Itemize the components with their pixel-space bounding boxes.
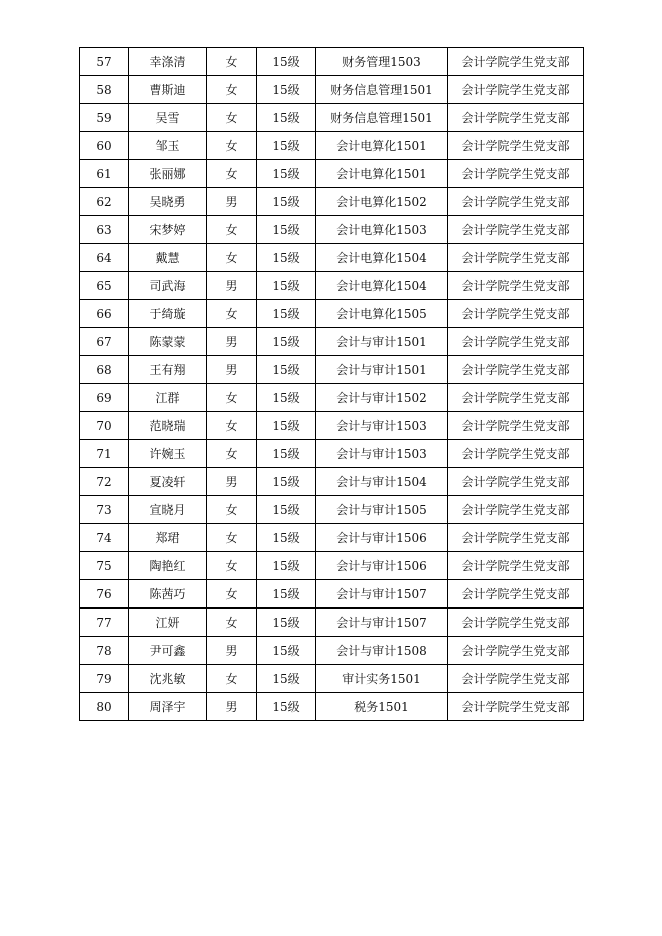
- student-gender: 女: [207, 132, 257, 160]
- party-branch: 会计学院学生党支部: [448, 328, 584, 356]
- student-grade: 15级: [257, 524, 316, 552]
- student-grade: 15级: [257, 76, 316, 104]
- row-number: 63: [80, 216, 129, 244]
- table-row: [80, 272, 584, 300]
- student-class: 会计与审计1507: [316, 580, 448, 609]
- table-row: [80, 48, 584, 76]
- table-row: [80, 552, 584, 580]
- student-gender: 女: [207, 524, 257, 552]
- student-name: 周泽宇: [129, 693, 207, 721]
- student-grade: 15级: [257, 132, 316, 160]
- student-class: 会计与审计1508: [316, 637, 448, 665]
- roster-sheet: [79, 47, 583, 721]
- student-gender: 男: [207, 328, 257, 356]
- student-grade: 15级: [257, 384, 316, 412]
- student-grade: 15级: [257, 160, 316, 188]
- table-row: [80, 216, 584, 244]
- student-gender: 女: [207, 580, 257, 609]
- student-grade: 15级: [257, 412, 316, 440]
- student-name: 张丽娜: [129, 160, 207, 188]
- student-grade: 15级: [257, 300, 316, 328]
- student-class: 会计与审计1505: [316, 496, 448, 524]
- student-gender: 女: [207, 300, 257, 328]
- student-class: 会计与审计1503: [316, 412, 448, 440]
- table-row: [80, 356, 584, 384]
- student-name: 宣晓月: [129, 496, 207, 524]
- student-name: 于绮璇: [129, 300, 207, 328]
- student-class: 会计与审计1507: [316, 608, 448, 637]
- student-name: 尹可鑫: [129, 637, 207, 665]
- table-row: [80, 665, 584, 693]
- party-branch: 会计学院学生党支部: [448, 580, 584, 609]
- student-name: 吴雪: [129, 104, 207, 132]
- party-branch: 会计学院学生党支部: [448, 665, 584, 693]
- table-row: [80, 328, 584, 356]
- student-class: 会计与审计1501: [316, 328, 448, 356]
- party-branch: 会计学院学生党支部: [448, 244, 584, 272]
- row-number: 80: [80, 693, 129, 721]
- row-number: 67: [80, 328, 129, 356]
- student-class: 财务信息管理1501: [316, 76, 448, 104]
- student-grade: 15级: [257, 356, 316, 384]
- student-grade: 15级: [257, 552, 316, 580]
- row-number: 76: [80, 580, 129, 609]
- party-branch: 会计学院学生党支部: [448, 216, 584, 244]
- table-row: [80, 637, 584, 665]
- party-branch: 会计学院学生党支部: [448, 272, 584, 300]
- student-class: 会计与审计1506: [316, 552, 448, 580]
- student-name: 王有翔: [129, 356, 207, 384]
- student-name: 吴晓勇: [129, 188, 207, 216]
- party-branch: 会计学院学生党支部: [448, 524, 584, 552]
- party-branch: 会计学院学生党支部: [448, 76, 584, 104]
- table-row: [80, 300, 584, 328]
- student-gender: 男: [207, 693, 257, 721]
- row-number: 57: [80, 48, 129, 76]
- party-branch: 会计学院学生党支部: [448, 637, 584, 665]
- student-gender: 女: [207, 160, 257, 188]
- table-row: [80, 104, 584, 132]
- student-name: 邹玉: [129, 132, 207, 160]
- student-name: 陶艳红: [129, 552, 207, 580]
- row-number: 65: [80, 272, 129, 300]
- party-branch: 会计学院学生党支部: [448, 468, 584, 496]
- student-gender: 女: [207, 244, 257, 272]
- roster-table-body: [80, 48, 584, 721]
- table-row: [80, 244, 584, 272]
- student-name: 江群: [129, 384, 207, 412]
- student-name: 司武海: [129, 272, 207, 300]
- student-gender: 女: [207, 665, 257, 693]
- student-class: 会计电算化1505: [316, 300, 448, 328]
- student-grade: 15级: [257, 580, 316, 609]
- student-grade: 15级: [257, 637, 316, 665]
- student-class: 会计电算化1504: [316, 244, 448, 272]
- row-number: 61: [80, 160, 129, 188]
- student-grade: 15级: [257, 216, 316, 244]
- student-class: 会计电算化1501: [316, 160, 448, 188]
- row-number: 64: [80, 244, 129, 272]
- row-number: 69: [80, 384, 129, 412]
- student-class: 会计与审计1503: [316, 440, 448, 468]
- table-row: [80, 580, 584, 609]
- table-row: [80, 468, 584, 496]
- student-grade: 15级: [257, 244, 316, 272]
- student-grade: 15级: [257, 48, 316, 76]
- student-grade: 15级: [257, 328, 316, 356]
- student-name: 沈兆敏: [129, 665, 207, 693]
- student-class: 会计电算化1504: [316, 272, 448, 300]
- party-branch: 会计学院学生党支部: [448, 356, 584, 384]
- party-branch: 会计学院学生党支部: [448, 104, 584, 132]
- party-branch: 会计学院学生党支部: [448, 132, 584, 160]
- row-number: 62: [80, 188, 129, 216]
- table-row: [80, 160, 584, 188]
- table-row: [80, 188, 584, 216]
- student-grade: 15级: [257, 440, 316, 468]
- party-branch: 会计学院学生党支部: [448, 412, 584, 440]
- student-gender: 男: [207, 188, 257, 216]
- student-gender: 男: [207, 356, 257, 384]
- student-class: 财务信息管理1501: [316, 104, 448, 132]
- row-number: 78: [80, 637, 129, 665]
- student-grade: 15级: [257, 272, 316, 300]
- row-number: 73: [80, 496, 129, 524]
- row-number: 68: [80, 356, 129, 384]
- student-name: 戴慧: [129, 244, 207, 272]
- row-number: 72: [80, 468, 129, 496]
- student-grade: 15级: [257, 104, 316, 132]
- student-gender: 女: [207, 608, 257, 637]
- student-gender: 女: [207, 76, 257, 104]
- student-class: 审计实务1501: [316, 665, 448, 693]
- row-number: 66: [80, 300, 129, 328]
- student-grade: 15级: [257, 188, 316, 216]
- student-name: 范晓瑞: [129, 412, 207, 440]
- table-row: [80, 608, 584, 637]
- student-name: 江妍: [129, 608, 207, 637]
- party-branch: 会计学院学生党支部: [448, 300, 584, 328]
- student-name: 许婉玉: [129, 440, 207, 468]
- student-gender: 女: [207, 104, 257, 132]
- student-name: 夏凌轩: [129, 468, 207, 496]
- student-name: 幸涤清: [129, 48, 207, 76]
- student-gender: 女: [207, 48, 257, 76]
- student-class: 会计与审计1502: [316, 384, 448, 412]
- student-name: 宋梦婷: [129, 216, 207, 244]
- student-class: 会计电算化1501: [316, 132, 448, 160]
- table-row: [80, 524, 584, 552]
- table-row: [80, 496, 584, 524]
- student-class: 会计与审计1504: [316, 468, 448, 496]
- student-gender: 女: [207, 216, 257, 244]
- party-branch: 会计学院学生党支部: [448, 384, 584, 412]
- row-number: 75: [80, 552, 129, 580]
- party-branch: 会计学院学生党支部: [448, 496, 584, 524]
- table-row: [80, 132, 584, 160]
- student-grade: 15级: [257, 496, 316, 524]
- party-branch: 会计学院学生党支部: [448, 160, 584, 188]
- party-branch: 会计学院学生党支部: [448, 552, 584, 580]
- row-number: 58: [80, 76, 129, 104]
- row-number: 60: [80, 132, 129, 160]
- row-number: 59: [80, 104, 129, 132]
- student-grade: 15级: [257, 665, 316, 693]
- party-branch: 会计学院学生党支部: [448, 188, 584, 216]
- student-grade: 15级: [257, 468, 316, 496]
- table-row: [80, 693, 584, 721]
- student-grade: 15级: [257, 608, 316, 637]
- student-gender: 女: [207, 440, 257, 468]
- row-number: 74: [80, 524, 129, 552]
- row-number: 77: [80, 608, 129, 637]
- row-number: 71: [80, 440, 129, 468]
- student-class: 财务管理1503: [316, 48, 448, 76]
- student-gender: 男: [207, 272, 257, 300]
- student-gender: 男: [207, 637, 257, 665]
- party-branch: 会计学院学生党支部: [448, 693, 584, 721]
- student-class: 会计与审计1506: [316, 524, 448, 552]
- party-branch: 会计学院学生党支部: [448, 440, 584, 468]
- student-name: 陈茜巧: [129, 580, 207, 609]
- student-class: 会计电算化1503: [316, 216, 448, 244]
- table-row: [80, 440, 584, 468]
- student-name: 陈蒙蒙: [129, 328, 207, 356]
- student-class: 会计与审计1501: [316, 356, 448, 384]
- student-gender: 女: [207, 384, 257, 412]
- table-row: [80, 412, 584, 440]
- student-class: 会计电算化1502: [316, 188, 448, 216]
- student-name: 郑珺: [129, 524, 207, 552]
- party-branch: 会计学院学生党支部: [448, 48, 584, 76]
- party-branch: 会计学院学生党支部: [448, 608, 584, 637]
- roster-table: [79, 47, 584, 721]
- table-row: [80, 76, 584, 104]
- student-name: 曹斯迪: [129, 76, 207, 104]
- student-gender: 女: [207, 412, 257, 440]
- row-number: 79: [80, 665, 129, 693]
- student-gender: 女: [207, 496, 257, 524]
- student-grade: 15级: [257, 693, 316, 721]
- student-gender: 女: [207, 552, 257, 580]
- student-class: 税务1501: [316, 693, 448, 721]
- student-gender: 男: [207, 468, 257, 496]
- row-number: 70: [80, 412, 129, 440]
- table-row: [80, 384, 584, 412]
